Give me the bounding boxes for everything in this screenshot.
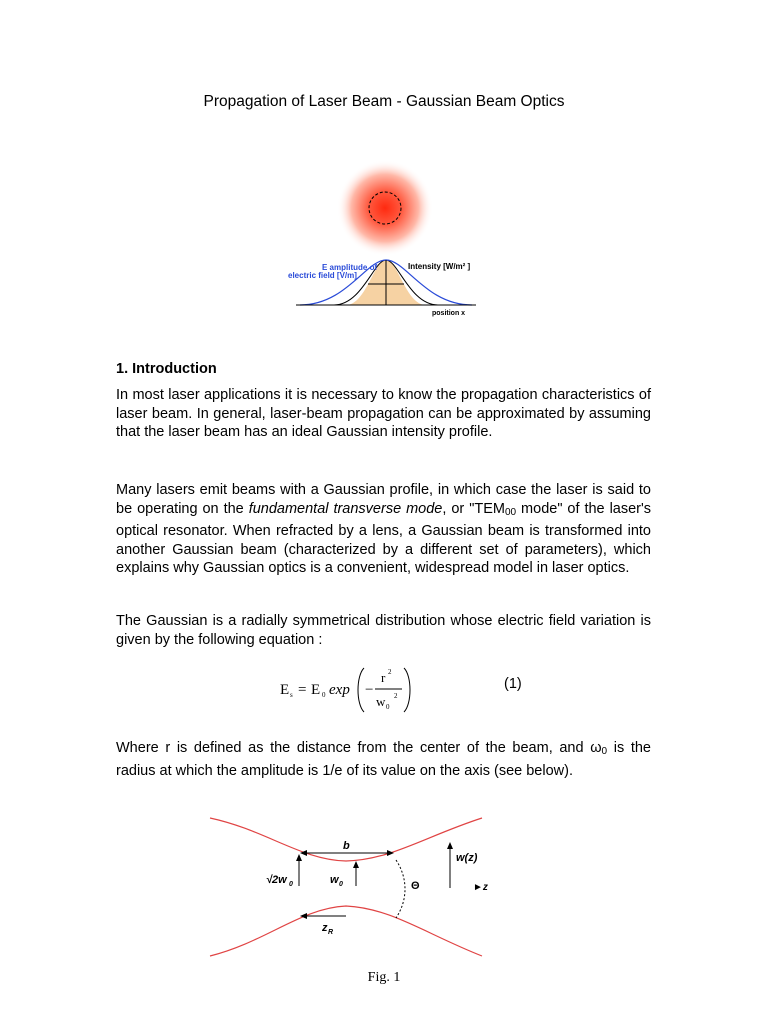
eq-exp: exp: [329, 682, 350, 698]
gaussian-profile-figure: [286, 160, 486, 320]
equation-number: (1): [504, 676, 522, 692]
wz-arrow-up: [447, 842, 453, 849]
position-axis-label: position x: [432, 310, 466, 317]
w0-arrow-up: [353, 861, 359, 868]
amplitude-label-line2: electric field [V/m]: [288, 271, 357, 280]
paragraph-definition: [116, 739, 651, 780]
label-zr: z: [322, 922, 328, 934]
paragraph-intro: In most laser applications it is necessary to know the propagation characteristics of laser beam. In general, laser-beam propagation can be approximated by assuming that the laser beam has an ideal Gaussian intensity profile.: [116, 387, 651, 441]
eq-e0-sub: 0: [322, 691, 326, 699]
label-z: ►z: [473, 882, 488, 893]
sqrt2w0-arrow-up: [296, 854, 302, 861]
eq-denominator-sub: 0: [386, 703, 390, 711]
b-arrow-right: [387, 850, 394, 856]
section-heading: 1. Introduction: [116, 361, 217, 377]
eq-numerator: r: [381, 670, 386, 685]
divergence-arc: [396, 860, 405, 918]
label-b: b: [343, 840, 350, 852]
label-zr-sub: R: [328, 929, 334, 936]
label-w0: w: [330, 874, 339, 886]
label-sqrt2w0-sub: 0: [289, 881, 293, 888]
eq-denominator: w: [376, 694, 386, 709]
intensity-label: Intensity [W/m² ]: [408, 262, 471, 271]
label-theta: Θ: [411, 880, 420, 892]
eq-equals: =: [298, 682, 307, 698]
paragraph-equation-intro: The Gaussian is a radially symmetrical distribution whose electric field variation is given by the following equation :: [116, 613, 651, 648]
eq-denominator-sup: 2: [394, 692, 398, 700]
paragraph-gaussian-profile: [116, 481, 651, 578]
label-wz: w(z): [456, 852, 478, 864]
eq-left-paren: [358, 668, 364, 712]
eq-lhs: E: [280, 682, 290, 698]
figure-caption: Fig. 1: [367, 970, 401, 985]
p2-text-c: mode" of the laser's optical resonator. When refracted by a lens, a Gaussian beam is transformed into another Gaussian beam (characterized by a different set of parameters), which explains why Gaussian optics is a convenient, widespread model in laser optics.: [116, 500, 652, 577]
amplitude-label-line1: E amplitude of: [322, 263, 378, 272]
eq-e0: E: [311, 682, 321, 698]
eq-minus: −: [365, 682, 374, 698]
beam-lower-envelope: [210, 906, 482, 956]
eq-right-paren: [404, 668, 410, 712]
page-title: Propagation of Laser Beam - Gaussian Beam Optics: [203, 93, 565, 110]
p2-emphasis: fundamental transverse mode: [248, 500, 443, 517]
label-sqrt2w0: √2w: [266, 874, 287, 886]
label-w0-sub: 0: [339, 881, 343, 888]
eq-numerator-sup: 2: [388, 668, 392, 676]
beam-waist-figure: [206, 808, 496, 960]
eq-lhs-sub: s: [290, 691, 293, 699]
p4-text-b: is the radius at which the amplitude is 1/e of its value on the axis (see below).: [116, 740, 651, 779]
p4-text-a: Where r is defined as the distance from the center of the beam, and ω: [116, 740, 602, 756]
p2-subscript: 00: [504, 506, 517, 518]
p2-text-a: Many lasers emit beams with a Gaussian profile, in which case the laser is said to be operating on the: [116, 482, 651, 517]
p2-text-b: , or "TEM: [442, 500, 505, 517]
equation-1: [276, 660, 436, 718]
laser-spot: [337, 160, 433, 256]
p4-subscript: 0: [601, 746, 608, 757]
